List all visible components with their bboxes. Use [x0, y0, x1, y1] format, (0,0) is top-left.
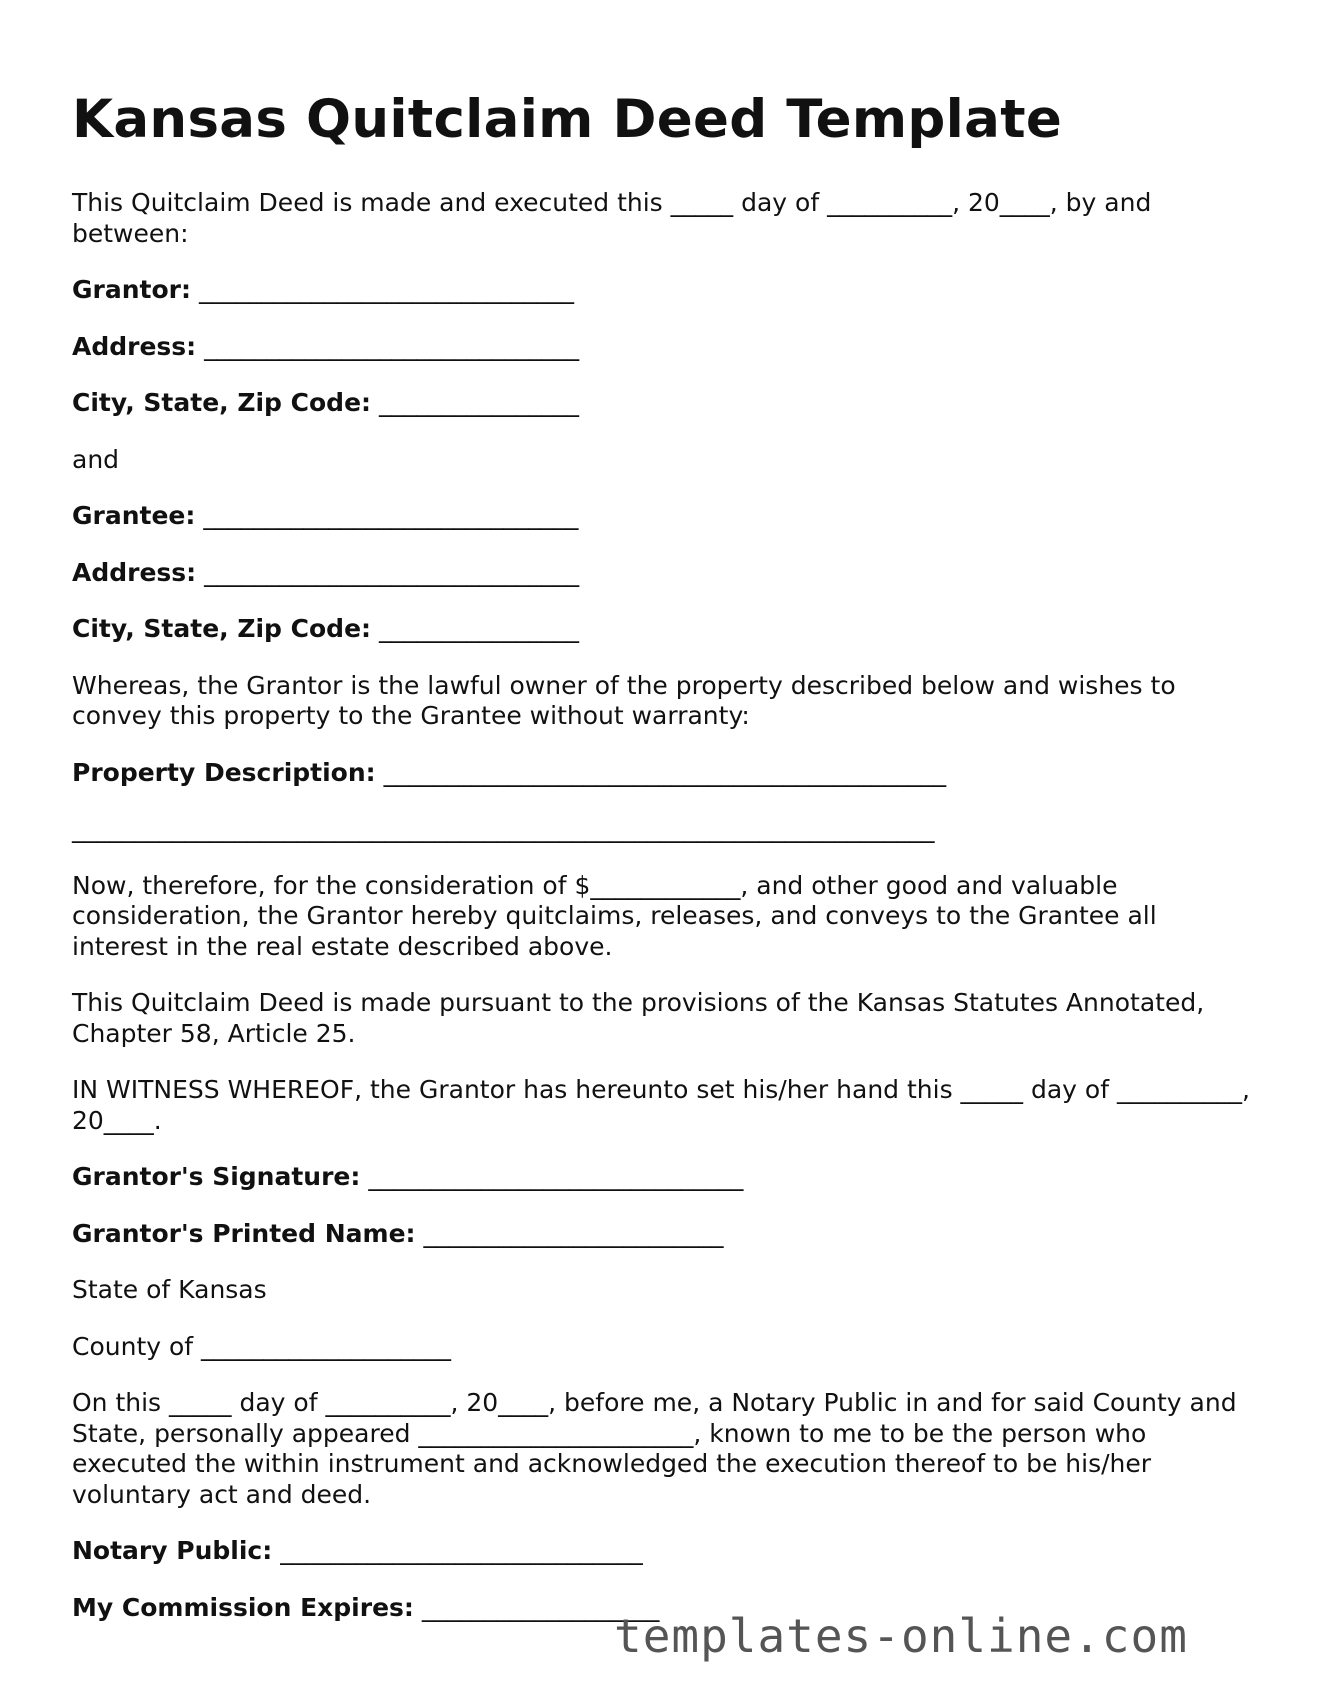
- property-description-field: [72, 758, 1252, 789]
- property-description-blank-line-2: _____________________________________________________________________: [72, 814, 935, 843]
- notary-paragraph: On this _____ day of __________, 20____, before me, a Notary Public in and for said County and State, personally appeared ______________________, known to me to be the person who executed the within instrument and acknowledged the execution thereof to be his/her voluntary act and deed.: [72, 1388, 1237, 1509]
- grantor-printed-name-label: Grantor's Printed Name:: [72, 1218, 416, 1248]
- county-label: County of: [72, 1331, 194, 1361]
- witness-paragraph: IN WITNESS WHEREOF, the Grantor has hereunto set his/her hand this _____ day of __________, 20____.: [72, 1075, 1250, 1135]
- grantor-city-field: [72, 388, 1252, 419]
- grantor-city-label: City, State, Zip Code:: [72, 388, 372, 417]
- county-blank: ____________________: [201, 1331, 452, 1361]
- grantor-printed-name-field: [72, 1219, 1252, 1250]
- grantee-name-label: Grantee:: [72, 501, 196, 530]
- grantee-address-blank: ______________________________: [204, 557, 580, 587]
- grantee-city-field: [72, 614, 1252, 645]
- whereas-paragraph: Whereas, the Grantor is the lawful owner of the property described below and wishes to convey this property to the Grantee without warranty:: [72, 670, 1176, 730]
- grantor-name-blank: ______________________________: [198, 275, 574, 304]
- grantee-name-field: [72, 501, 1252, 532]
- property-description-blank: _____________________________________________: [383, 757, 947, 787]
- and-text: and: [72, 444, 120, 474]
- intro-paragraph: This Quitclaim Deed is made and executed this _____ day of __________, 20____, by and between:: [72, 188, 1152, 248]
- county-field: [72, 1332, 1252, 1363]
- notary-public-field: [72, 1536, 1252, 1567]
- grantor-city-blank: ________________: [378, 388, 579, 417]
- document-title: Kansas Quitclaim Deed Template: [72, 89, 1063, 150]
- grantor-name-field: [72, 275, 1252, 306]
- grantor-address-field: [72, 332, 1252, 363]
- property-description-label: Property Description:: [72, 757, 376, 787]
- commission-expires-label: My Commission Expires:: [72, 1592, 414, 1622]
- state-line: State of Kansas: [72, 1275, 267, 1304]
- grantee-city-blank: ________________: [378, 614, 579, 643]
- grantor-name-label: Grantor:: [72, 275, 191, 304]
- document-page: [72, 88, 1252, 1649]
- grantor-signature-label: Grantor's Signature:: [72, 1162, 361, 1191]
- grantee-name-blank: ______________________________: [203, 501, 579, 530]
- grantor-printed-name-blank: ________________________: [423, 1218, 724, 1248]
- grantor-address-label: Address:: [72, 331, 197, 361]
- statute-paragraph: This Quitclaim Deed is made pursuant to the provisions of the Kansas Statutes Annotated, Chapter 58, Article 25.: [72, 988, 1205, 1048]
- commission-expires-blank: ___________________: [421, 1592, 660, 1622]
- notary-public-blank: _____________________________: [280, 1536, 643, 1565]
- grantee-address-label: Address:: [72, 557, 197, 587]
- grantor-address-blank: ______________________________: [204, 331, 580, 361]
- grantor-signature-field: [72, 1162, 1252, 1193]
- consideration-paragraph: Now, therefore, for the consideration of $____________, and other good and valuable consideration, the Grantor hereby quitclaims, releases, and conveys to the Grantee all interest in the real estate described above.: [72, 870, 1157, 961]
- notary-public-label: Notary Public:: [72, 1536, 273, 1565]
- grantee-address-field: [72, 558, 1252, 589]
- watermark: templates-online.com: [614, 1609, 1188, 1663]
- grantee-city-label: City, State, Zip Code:: [72, 614, 372, 643]
- grantor-signature-blank: ______________________________: [368, 1162, 744, 1191]
